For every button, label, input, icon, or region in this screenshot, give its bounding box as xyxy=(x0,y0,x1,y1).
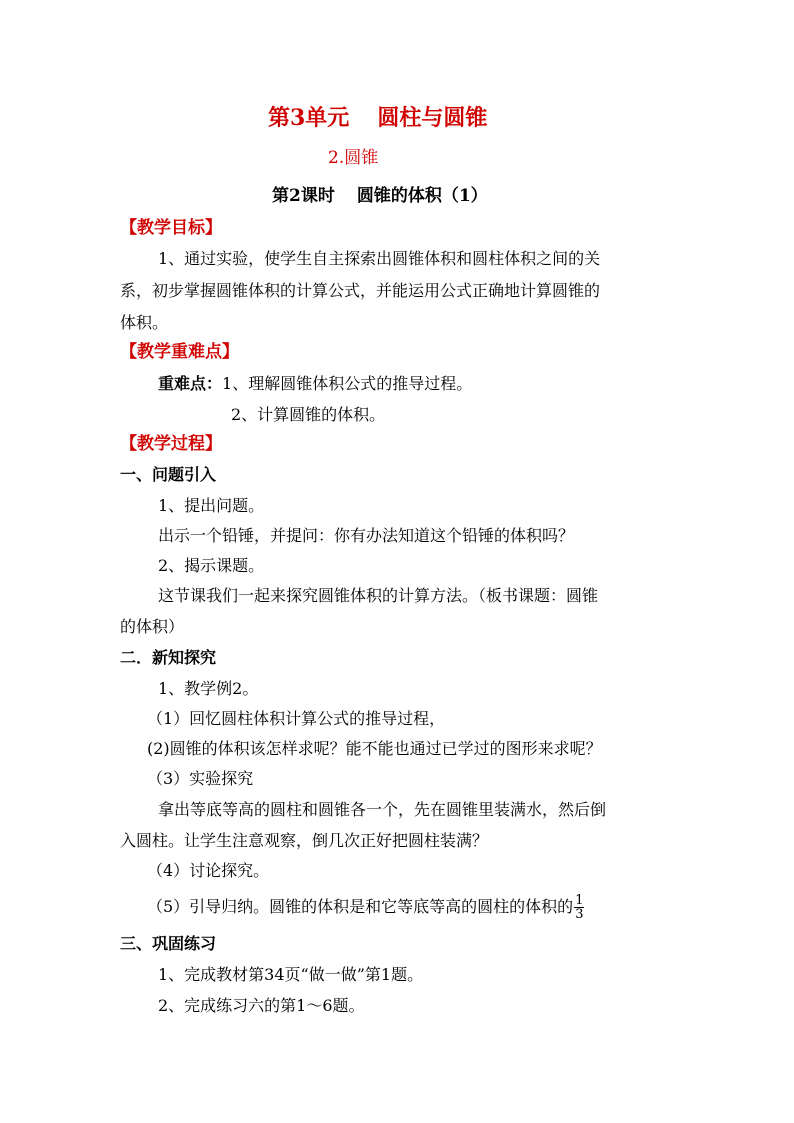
unit-title xyxy=(268,104,487,132)
unit-number: 第3单元 xyxy=(268,105,350,131)
part1-line-3: 2、揭示课题。 xyxy=(158,556,265,575)
part2-line-1: 1、教学例2。 xyxy=(158,679,259,698)
part3-line-2: 2、完成练习六的第1～6题。 xyxy=(158,996,365,1015)
part2-line-7: （4）讨论探究。 xyxy=(147,861,270,880)
fraction-denominator: 3 xyxy=(575,907,584,922)
part2-line-5: 拿出等底等高的圆柱和圆锥各一个，先在圆锥里装满水，然后倒 xyxy=(158,800,607,819)
goals-heading: 【教学目标】 xyxy=(120,218,222,238)
part1-line-4: 这节课我们一起来探究圆锥体积的计算方法。（板书课题：圆锥 xyxy=(158,586,599,605)
part2-line-3: (2)圆锥的体积该怎样求呢？能不能也通过已学过的图形来求呢？ xyxy=(147,739,602,758)
part2-title: 二．新知探究 xyxy=(120,648,217,667)
key-points-label: 重难点： xyxy=(158,374,223,393)
part1-line-2: 出示一个铅锤，并提问：你有办法知道这个铅锤的体积吗？ xyxy=(158,526,575,545)
key-points-line-1 xyxy=(158,374,472,394)
part2-line-6: 入圆柱。让学生注意观察，倒几次正好把圆柱装满？ xyxy=(120,831,489,850)
part3-line-1: 1、完成教材第34页“做一做”第1题。 xyxy=(158,965,424,984)
lesson-title xyxy=(272,185,488,207)
part1-line-1: 1、提出问题。 xyxy=(158,496,265,515)
goals-line-3: 体积。 xyxy=(120,313,169,332)
key-points-item-2: 2、计算圆锥的体积。 xyxy=(231,405,386,424)
part1-title: 一、问题引入 xyxy=(120,465,217,484)
section-title: 2.圆锥 xyxy=(328,148,379,168)
part2-line-4: （3）实验探究 xyxy=(147,769,254,788)
part2-line-8-text: （5）引导归纳。圆锥的体积是和它等底等高的圆柱的体积的 xyxy=(147,897,574,916)
key-points-item-1: 1、理解圆锥体积公式的推导过程。 xyxy=(222,374,473,393)
part3-title: 三、巩固练习 xyxy=(120,934,217,953)
key-points-heading: 【教学重难点】 xyxy=(120,342,239,362)
part1-line-5: 的体积） xyxy=(120,617,185,636)
lesson-number: 第2课时 xyxy=(272,186,335,206)
fraction-numerator: 1 xyxy=(575,893,584,908)
goals-line-2: 系，初步掌握圆锥体积的计算公式，并能运用公式正确地计算圆锥的 xyxy=(120,281,601,300)
part2-line-2: （1）回忆圆柱体积计算公式的推导过程， xyxy=(147,709,446,728)
process-heading: 【教学过程】 xyxy=(120,434,222,454)
unit-name: 圆柱与圆锥 xyxy=(377,105,488,131)
part2-line-8 xyxy=(147,894,584,921)
one-third-fraction xyxy=(574,894,584,921)
lesson-name: 圆锥的体积（1） xyxy=(356,186,488,206)
goals-line-1: 1、通过实验，使学生自主探索出圆锥体积和圆柱体积之间的关 xyxy=(158,249,601,268)
